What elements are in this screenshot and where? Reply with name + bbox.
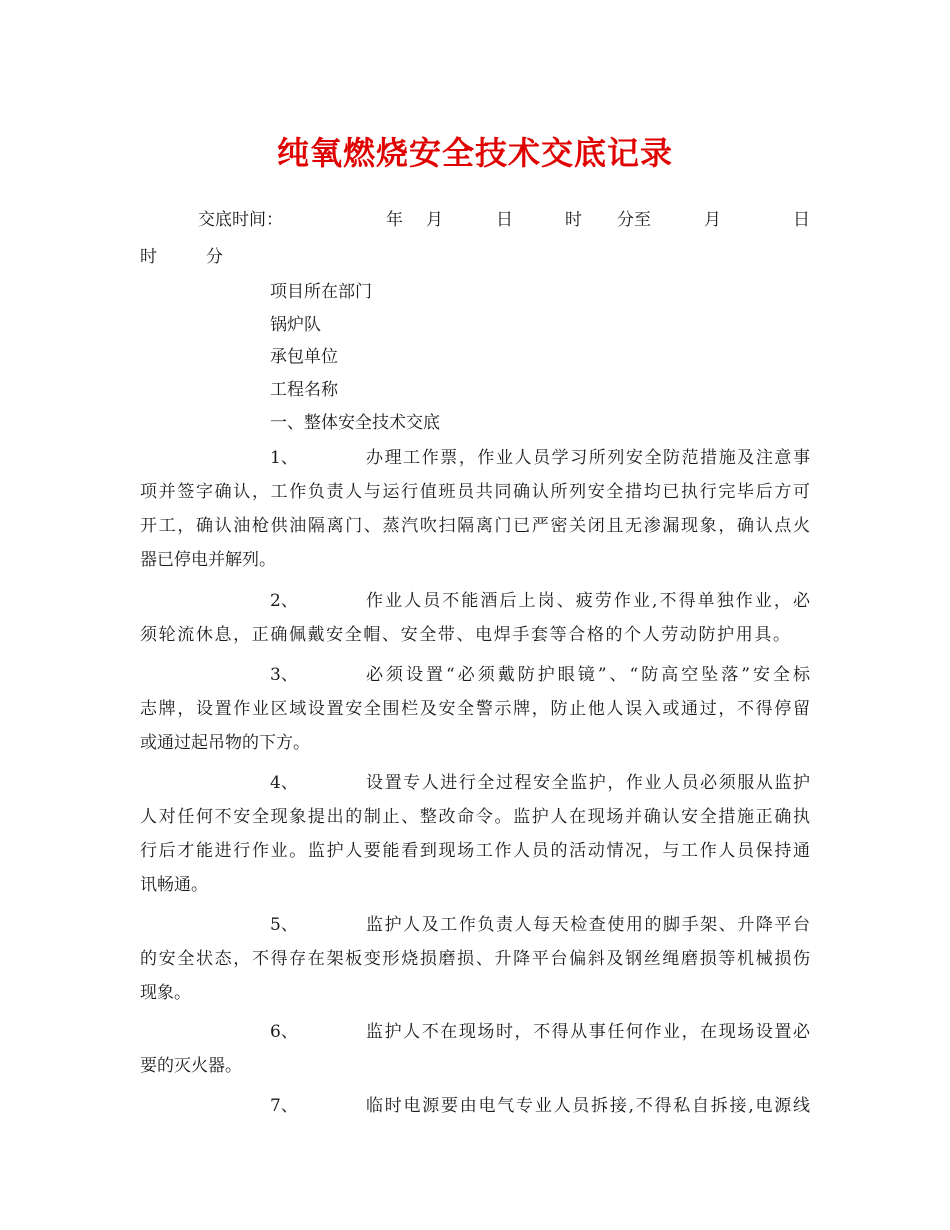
item-text: 临时电源要由电气专业人员拆接,不得私自拆接,电源线 (366, 1096, 810, 1116)
item-text: 开工，确认油枪供油隔离门、蒸汽吹扫隔离门已严密关闭且无渗漏现象，确认点火 (140, 516, 810, 536)
item-text: 讯畅通。 (140, 875, 208, 895)
time-hour-end: 时 (140, 247, 157, 267)
time-hour: 时 (565, 210, 582, 230)
item-text: 器已停电并解列。 (140, 550, 276, 570)
field-team: 锅炉队 (270, 315, 321, 335)
item-text: 或通过起吊物的下方。 (140, 733, 310, 753)
item-number: 2、 (270, 591, 298, 611)
time-minute-end: 分 (206, 247, 223, 267)
field-contractor: 承包单位 (270, 347, 338, 367)
item-number: 1、 (270, 448, 298, 468)
item-text: 要的灭火器。 (140, 1056, 242, 1076)
section-heading: 一、整体安全技术交底 (270, 413, 440, 433)
item-number: 6、 (270, 1022, 298, 1042)
time-day-end: 日 (793, 210, 810, 230)
item-text: 项并签字确认，工作负责人与运行值班员共同确认所列安全措均已执行完毕后方可 (140, 482, 810, 502)
time-month: 月 (426, 210, 443, 230)
item-text: 作业人员不能酒后上岗、疲劳作业,不得单独作业，必 (366, 591, 810, 611)
item-text: 志牌，设置作业区域设置安全围栏及安全警示牌，防止他人误入或通过，不得停留 (140, 699, 810, 719)
time-month-end: 月 (704, 210, 721, 230)
field-project-name: 工程名称 (270, 380, 338, 400)
item-number: 3、 (270, 665, 298, 685)
item-text: 人对任何不安全现象提出的制止、整改命令。监护人在现场并确认安全措施正确执 (140, 807, 810, 827)
item-number: 4、 (270, 773, 298, 793)
item-text: 必须设置“必须戴防护眼镜”、“防高空坠落”安全标 (366, 665, 810, 685)
item-number: 7、 (270, 1096, 298, 1116)
item-text: 设置专人进行全过程安全监护，作业人员必须服从监护 (366, 773, 810, 793)
item-text: 的安全状态，不得存在架板变形烧损磨损、升降平台偏斜及钢丝绳磨损等机械损伤 (140, 949, 810, 969)
time-minute-to: 分至 (617, 210, 651, 230)
item-text: 须轮流休息，正确佩戴安全帽、安全带、电焊手套等合格的个人劳动防护用具。 (140, 625, 790, 645)
item-text: 行后才能进行作业。监护人要能看到现场工作人员的活动情况，与工作人员保持通 (140, 841, 810, 861)
time-label: 交底时间： (198, 210, 283, 230)
item-number: 5、 (270, 915, 298, 935)
time-year: 年 (386, 210, 403, 230)
time-day: 日 (496, 210, 513, 230)
item-text: 监护人不在现场时，不得从事任何作业，在现场设置必 (366, 1022, 810, 1042)
item-text: 办理工作票，作业人员学习所列安全防范措施及注意事 (366, 448, 810, 468)
field-department: 项目所在部门 (270, 282, 372, 302)
item-text: 监护人及工作负责人每天检查使用的脚手架、升降平台 (366, 915, 810, 935)
item-text: 现象。 (140, 983, 191, 1003)
document-title: 纯氧燃烧安全技术交底记录 (276, 134, 673, 172)
